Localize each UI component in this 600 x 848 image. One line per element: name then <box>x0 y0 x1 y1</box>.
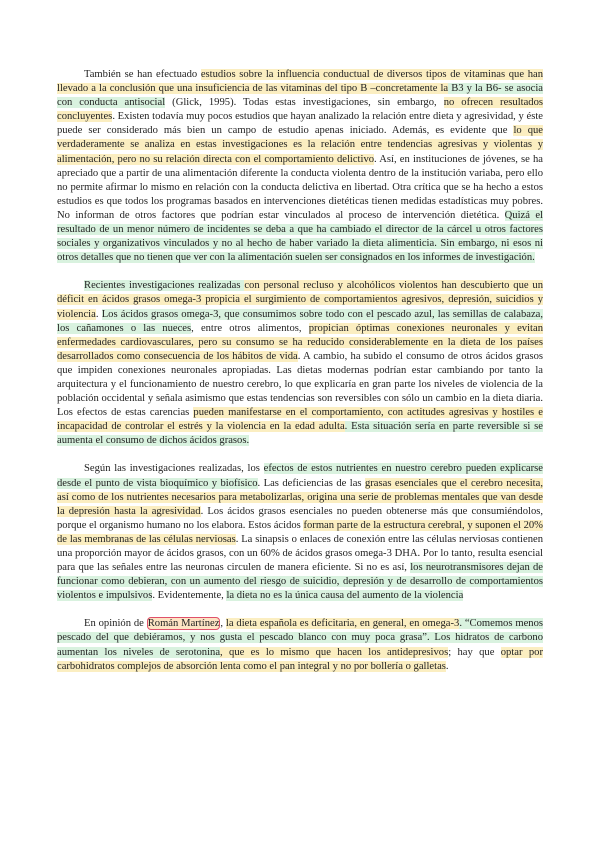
paragraph-3 <box>57 462 543 603</box>
text-segment: . La sinapsis o enlaces de conexión entre las células nerviosas contienen una proporción mayor de ácidos grasos, con un 60% de ácidos grasos omega-3 DHA. Por lo tanto, resulta esencial para que las señales entre las neuronas circulen de manera eficiente. Si no es así, <box>57 533 543 574</box>
text-segment: lo que verdaderamente se analiza en estas investigaciones es la relación entre tendencias agresivas y violentas y alimentación, pero no su relación directa con el comportamiento delictivo <box>57 125 544 165</box>
text-segment: la dieta no es la única causa del aumento de la violencia <box>226 590 464 602</box>
text-segment: . Existen todavía muy pocos estudios que hayan analizado la relación entre dieta y agresividad, y éste puede ser considerado más bien un campo de estudio apenas iniciado. Además, es evidente que <box>57 111 543 137</box>
text-segment: , que es lo mismo que hacen los antidepresivos <box>220 646 449 658</box>
text-segment: , <box>220 618 226 630</box>
text-segment: la dieta española es deficitaria, en general, en omega-3 <box>225 618 460 630</box>
text-segment: grasas esenciales que el cerebro necesita, así como de los nutrientes necesarios para metabolizarlas, origina una serie de problemas mentales que van desde la depresión hasta la agresividad <box>57 477 543 517</box>
text-segment: los neurotransmisores dejan de funcionar como debieran, con un aumento del riesgo de suicidio, depresión y de desarrollo de comportamientos violentos e impulsivos <box>57 562 544 602</box>
text-segment: pueden manifestarse en el comportamiento, con actitudes agresivas y hostiles e incapacidad de controlar el estrés y la violencia en la edad adulta <box>57 407 543 433</box>
text-segment: forman parte de la estructura cerebral, y suponen el 20% de las membranas de las células nerviosas <box>57 519 544 545</box>
author-name-highlight: Román Martínez <box>147 618 220 630</box>
text-segment: . <box>445 660 449 672</box>
text-segment: . A cambio, ha subido el consumo de otros ácidos grasos que impiden conexiones neuronales apropiadas. Las dietas modernas podrían estar cambiando por tanto la arquitectura y el funcionamiento de nuestro cerebro, lo que explicaría en gran parte los niveles de violencia de la población occidental y señala asimismo que estas tendencias son reversibles con sólo un cambio en la dieta diaria. Los efectos de estas carencias <box>57 350 543 419</box>
paragraph-1 <box>57 68 543 265</box>
document-body <box>57 68 543 688</box>
text-segment: no ofrecen resultados concluyentes <box>57 97 544 123</box>
text-segment: En opinión de <box>84 618 147 630</box>
text-segment: Según las investigaciones realizadas, los <box>84 463 264 475</box>
text-segment: , entre otros alimentos, <box>191 322 309 334</box>
text-segment: Los ácidos grasos omega-3, que consumimos sobre todo con el pescado azul, las semillas de calabaza, los cañamones o las nueces <box>57 308 543 334</box>
text-segment: . Los ácidos grasos esenciales no pueden obtenerse más que consumiéndolos, porque el organismo humano no los elabora. Estos ácidos <box>57 505 544 531</box>
text-segment: . Esta situación sería en parte reversible si se aumenta el consumo de dichos ácidos grasos. <box>57 421 543 447</box>
text-segment: Recientes investigaciones realizadas <box>84 280 245 292</box>
text-segment: Quizá el resultado de un menor número de incidentes se deba a que ha cambiado el director de la cárcel u otros factores sociales y organizativos vinculados y no al hecho de haber variado la dieta alimenticia <box>57 209 543 250</box>
text-segment: efectos de estos nutrientes en nuestro cerebro pueden explicarse desde el punto de vista bioquímico y biofísico <box>57 463 543 489</box>
text-segment: ; hay que <box>448 646 501 658</box>
text-segment: con personal recluso y alcohólicos violentos han descubierto que un déficit en ácidos grasos omega-3 propicia el surgimiento de comportamientos agresivos, depresión, suicidios y violencia <box>57 280 544 320</box>
text-segment: (Glick, 1995). Todas estas investigaciones, sin embargo, <box>165 97 444 109</box>
paragraph-2 <box>57 279 543 448</box>
text-segment: propician óptimas conexiones neuronales y evitan enfermedades cardiovasculares, pero su consumo se ha reducido considerablemente en la dieta de los países desarrollados como consecuencia de los hábitos de vida <box>57 322 543 362</box>
text-segment: . Sin embargo, ni esos ni otros detalles que no tienen que ver con la alimentación suelen ser consignados en los informes de investigación. <box>57 238 543 264</box>
text-segment: También se han efectuado <box>84 69 201 80</box>
text-segment: optar por carbohidratos complejos de absorción lenta como el pan integral y no por bollería o galletas <box>57 646 543 672</box>
paragraph-4 <box>57 617 543 673</box>
text-segment: . Así, en instituciones de jóvenes, se ha apreciado que a partir de una alimentación diferente la conducta violenta dentro de la institución variaba, pero ello no permite afirmar lo mismo en relación con la conducta delictiva en libertad. Otra crítica que se ha hecho a estos estudios es que todos los programas basados en intervenciones dietéticas tienen medidas estadísticas muy pobres. No informan de otros factores que podrían estar vinculados al proceso de intervención dietética. <box>57 153 544 221</box>
text-segment: B3 y la B6- se asocia con conducta antisocial <box>57 83 543 109</box>
text-segment: estudios sobre la influencia conductual de diversos tipos de vitaminas que han llevado a la conclusión que una insuficiencia de las vitaminas del tipo B –concretamente la <box>57 69 543 95</box>
text-segment: . Las deficiencias de las <box>257 477 365 489</box>
text-segment: Los hidratos de carbono aumentan los niveles de serotonina <box>57 632 543 658</box>
text-segment: . <box>95 308 102 320</box>
text-segment: . Evidentemente, <box>152 590 227 602</box>
text-segment: . “Comemos menos pescado del que debiéramos, y nos gusta el pescado blanco con muy poca grasa”. <box>57 618 543 644</box>
